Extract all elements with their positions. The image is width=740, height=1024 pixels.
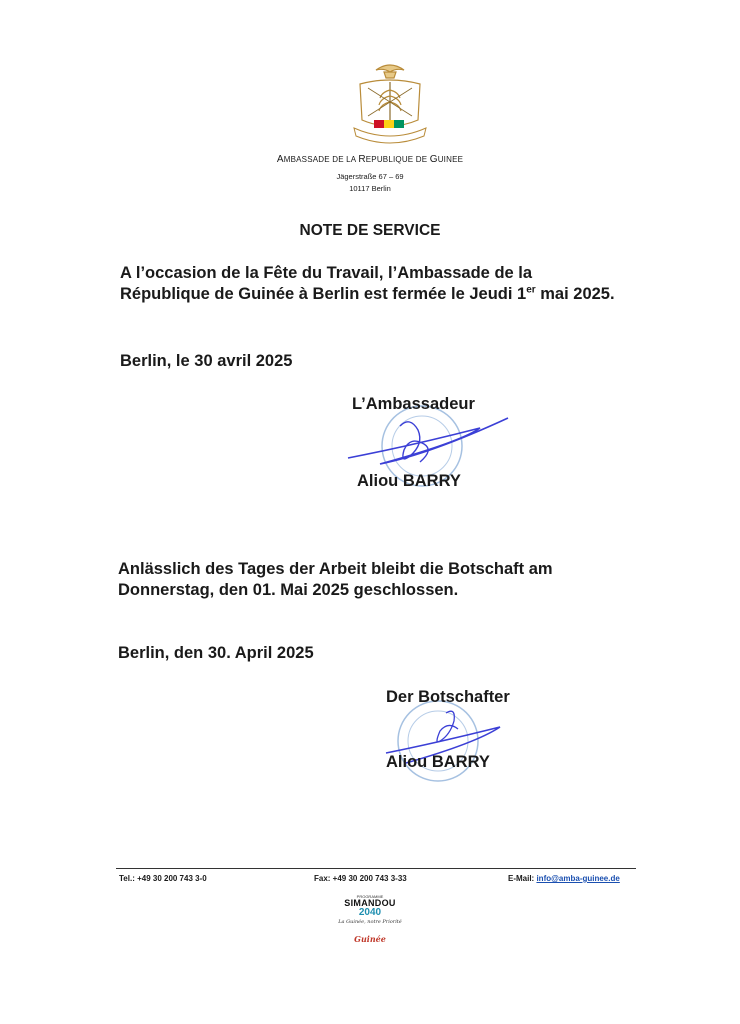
german-notice-paragraph: Anlässlich des Tages der Arbeit bleibt die Botschaft am Donnerstag, den 01. Mai 2025 geschlossen.: [118, 560, 553, 599]
footer-phone: Tel.: +49 30 200 743 3-0: [119, 874, 207, 883]
footer-divider: [116, 868, 636, 869]
embassy-city: 10117 Berlin: [349, 184, 391, 193]
footer-fax: Fax: +49 30 200 743 3-33: [314, 874, 407, 883]
embassy-name: AMBASSADE DE LA REPUBLIQUE DE GUINEE: [276, 154, 464, 165]
document-title: NOTE DE SERVICE: [299, 222, 441, 239]
french-signatory-title: L’Ambassadeur: [352, 395, 475, 413]
german-signatory-name: Aliou BARRY: [386, 753, 490, 771]
simandou-2040-logo: PROGRAMME SIMANDOU 2040 La Guinée, notre Priorité: [338, 894, 402, 925]
email-link[interactable]: info@amba-guinee.de: [536, 874, 620, 883]
guinee-brand-logo: Guinée: [354, 934, 386, 944]
french-notice-paragraph: A l’occasion de la Fête du Travail, l’Ambassade de la République de Guinée à Berlin est fermée le Jeudi 1er mai 2025.: [120, 264, 615, 303]
german-signatory-title: Der Botschafter: [386, 688, 510, 706]
french-signatory-name: Aliou BARRY: [357, 472, 461, 490]
embassy-street: Jägerstraße 67 – 69: [336, 172, 404, 181]
embassy-stamp-signature-2: [376, 693, 506, 787]
french-date: Berlin, le 30 avril 2025: [120, 352, 293, 370]
german-date: Berlin, den 30. April 2025: [118, 644, 314, 662]
coat-of-arms-emblem: [346, 58, 434, 150]
footer-email: E-Mail: info@amba-guinee.de: [508, 874, 620, 883]
